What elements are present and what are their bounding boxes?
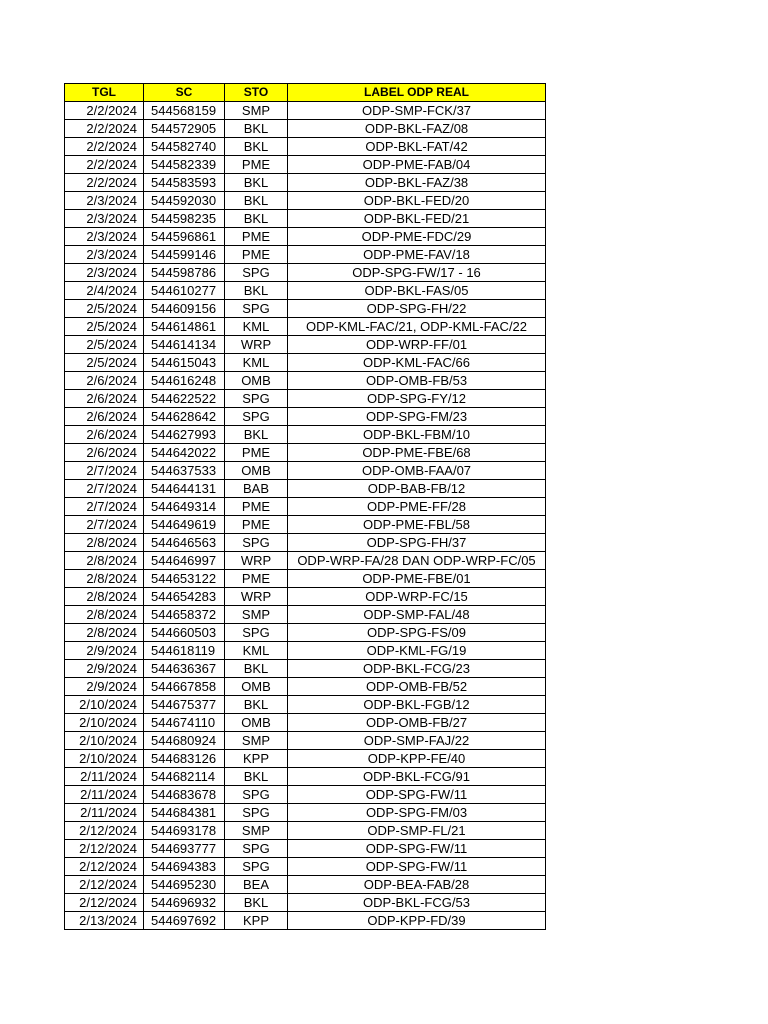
cell-tgl: 2/3/2024 xyxy=(65,210,144,228)
table-row xyxy=(65,624,546,642)
cell-tgl: 2/10/2024 xyxy=(65,714,144,732)
table-row xyxy=(65,498,546,516)
cell-sto: SPG xyxy=(225,624,288,642)
cell-sto: OMB xyxy=(225,372,288,390)
cell-sto: WRP xyxy=(225,588,288,606)
table-row xyxy=(65,120,546,138)
cell-label-odp: ODP-BKL-FED/21 xyxy=(288,210,546,228)
table-row xyxy=(65,210,546,228)
cell-sto: BKL xyxy=(225,138,288,156)
cell-label-odp: ODP-WRP-FC/15 xyxy=(288,588,546,606)
cell-sc: 544614134 xyxy=(144,336,225,354)
cell-sto: KPP xyxy=(225,750,288,768)
cell-tgl: 2/6/2024 xyxy=(65,444,144,462)
cell-sc: 544694383 xyxy=(144,858,225,876)
cell-sc: 544660503 xyxy=(144,624,225,642)
cell-sto: WRP xyxy=(225,552,288,570)
cell-sc: 544618119 xyxy=(144,642,225,660)
cell-tgl: 2/6/2024 xyxy=(65,426,144,444)
table-row xyxy=(65,642,546,660)
cell-sc: 544644131 xyxy=(144,480,225,498)
table-row xyxy=(65,606,546,624)
table-row xyxy=(65,750,546,768)
cell-tgl: 2/8/2024 xyxy=(65,624,144,642)
cell-sto: PME xyxy=(225,498,288,516)
table-row xyxy=(65,264,546,282)
cell-sto: BKL xyxy=(225,768,288,786)
cell-sc: 544636367 xyxy=(144,660,225,678)
cell-sc: 544693777 xyxy=(144,840,225,858)
table-row xyxy=(65,858,546,876)
cell-label-odp: ODP-SPG-FM/23 xyxy=(288,408,546,426)
cell-label-odp: ODP-SMP-FAJ/22 xyxy=(288,732,546,750)
table-row xyxy=(65,246,546,264)
cell-sc: 544582339 xyxy=(144,156,225,174)
cell-label-odp: ODP-KML-FAC/66 xyxy=(288,354,546,372)
cell-tgl: 2/12/2024 xyxy=(65,858,144,876)
table-row xyxy=(65,480,546,498)
cell-tgl: 2/9/2024 xyxy=(65,678,144,696)
cell-label-odp: ODP-PME-FAV/18 xyxy=(288,246,546,264)
table-header xyxy=(65,84,546,102)
cell-sto: BKL xyxy=(225,696,288,714)
cell-sto: BKL xyxy=(225,660,288,678)
table-row xyxy=(65,462,546,480)
cell-sto: BKL xyxy=(225,894,288,912)
cell-label-odp: ODP-SPG-FW/11 xyxy=(288,840,546,858)
cell-sc: 544695230 xyxy=(144,876,225,894)
cell-tgl: 2/5/2024 xyxy=(65,300,144,318)
cell-label-odp: ODP-KML-FG/19 xyxy=(288,642,546,660)
table-row xyxy=(65,300,546,318)
table-row xyxy=(65,894,546,912)
cell-sto: BAB xyxy=(225,480,288,498)
table-row xyxy=(65,876,546,894)
cell-label-odp: ODP-PME-FF/28 xyxy=(288,498,546,516)
cell-label-odp: ODP-PME-FBE/01 xyxy=(288,570,546,588)
cell-tgl: 2/2/2024 xyxy=(65,138,144,156)
cell-sto: SPG xyxy=(225,534,288,552)
cell-tgl: 2/3/2024 xyxy=(65,264,144,282)
cell-label-odp: ODP-BKL-FGB/12 xyxy=(288,696,546,714)
cell-tgl: 2/2/2024 xyxy=(65,120,144,138)
cell-sc: 544592030 xyxy=(144,192,225,210)
cell-tgl: 2/11/2024 xyxy=(65,804,144,822)
cell-tgl: 2/5/2024 xyxy=(65,336,144,354)
cell-tgl: 2/12/2024 xyxy=(65,840,144,858)
cell-label-odp: ODP-SPG-FY/12 xyxy=(288,390,546,408)
table-row xyxy=(65,696,546,714)
cell-label-odp: ODP-SMP-FAL/48 xyxy=(288,606,546,624)
cell-sto: SMP xyxy=(225,606,288,624)
table-row xyxy=(65,570,546,588)
table-row xyxy=(65,192,546,210)
cell-tgl: 2/2/2024 xyxy=(65,102,144,120)
table-row xyxy=(65,444,546,462)
cell-sc: 544696932 xyxy=(144,894,225,912)
cell-label-odp: ODP-PME-FBL/58 xyxy=(288,516,546,534)
cell-tgl: 2/6/2024 xyxy=(65,372,144,390)
cell-tgl: 2/10/2024 xyxy=(65,750,144,768)
cell-label-odp: ODP-KPP-FE/40 xyxy=(288,750,546,768)
header-cell-tgl: TGL xyxy=(65,84,144,102)
table-body xyxy=(65,102,546,930)
cell-tgl: 2/7/2024 xyxy=(65,462,144,480)
table-row xyxy=(65,822,546,840)
cell-label-odp: ODP-KPP-FD/39 xyxy=(288,912,546,930)
cell-sc: 544568159 xyxy=(144,102,225,120)
cell-label-odp: ODP-BKL-FCG/91 xyxy=(288,768,546,786)
cell-label-odp: ODP-OMB-FB/27 xyxy=(288,714,546,732)
cell-sto: KML xyxy=(225,318,288,336)
cell-sto: SMP xyxy=(225,822,288,840)
cell-sto: KPP xyxy=(225,912,288,930)
cell-tgl: 2/5/2024 xyxy=(65,354,144,372)
cell-sc: 544598235 xyxy=(144,210,225,228)
cell-sc: 544682114 xyxy=(144,768,225,786)
cell-sc: 544684381 xyxy=(144,804,225,822)
cell-sc: 544622522 xyxy=(144,390,225,408)
cell-tgl: 2/13/2024 xyxy=(65,912,144,930)
cell-sc: 544599146 xyxy=(144,246,225,264)
cell-sc: 544680924 xyxy=(144,732,225,750)
cell-sc: 544628642 xyxy=(144,408,225,426)
cell-label-odp: ODP-SPG-FM/03 xyxy=(288,804,546,822)
table-row xyxy=(65,516,546,534)
cell-tgl: 2/4/2024 xyxy=(65,282,144,300)
table-row xyxy=(65,534,546,552)
table-row xyxy=(65,354,546,372)
cell-label-odp: ODP-BKL-FCG/53 xyxy=(288,894,546,912)
cell-sto: SPG xyxy=(225,300,288,318)
cell-label-odp: ODP-SPG-FW/11 xyxy=(288,858,546,876)
cell-label-odp: ODP-BKL-FAZ/08 xyxy=(288,120,546,138)
cell-sto: OMB xyxy=(225,462,288,480)
cell-sc: 544667858 xyxy=(144,678,225,696)
cell-sc: 544583593 xyxy=(144,174,225,192)
cell-sto: SPG xyxy=(225,264,288,282)
cell-sc: 544683678 xyxy=(144,786,225,804)
cell-tgl: 2/3/2024 xyxy=(65,192,144,210)
cell-sto: SPG xyxy=(225,858,288,876)
cell-sc: 544614861 xyxy=(144,318,225,336)
cell-sto: SMP xyxy=(225,102,288,120)
cell-sc: 544646997 xyxy=(144,552,225,570)
cell-sto: KML xyxy=(225,642,288,660)
cell-label-odp: ODP-WRP-FA/28 DAN ODP-WRP-FC/05 xyxy=(288,552,546,570)
cell-label-odp: ODP-OMB-FB/53 xyxy=(288,372,546,390)
cell-sto: SPG xyxy=(225,840,288,858)
cell-sto: PME xyxy=(225,444,288,462)
cell-sc: 544683126 xyxy=(144,750,225,768)
cell-sto: SPG xyxy=(225,408,288,426)
cell-sc: 544646563 xyxy=(144,534,225,552)
table-row xyxy=(65,714,546,732)
cell-sto: KML xyxy=(225,354,288,372)
cell-sc: 544642022 xyxy=(144,444,225,462)
cell-tgl: 2/5/2024 xyxy=(65,318,144,336)
cell-tgl: 2/8/2024 xyxy=(65,606,144,624)
table-row xyxy=(65,336,546,354)
cell-sto: BKL xyxy=(225,210,288,228)
table-row xyxy=(65,552,546,570)
table-row xyxy=(65,786,546,804)
table-row xyxy=(65,678,546,696)
cell-sto: BKL xyxy=(225,192,288,210)
cell-tgl: 2/7/2024 xyxy=(65,480,144,498)
table-row xyxy=(65,588,546,606)
cell-tgl: 2/3/2024 xyxy=(65,228,144,246)
cell-sto: PME xyxy=(225,228,288,246)
cell-sc: 544654283 xyxy=(144,588,225,606)
cell-sc: 544649619 xyxy=(144,516,225,534)
table-row xyxy=(65,174,546,192)
cell-label-odp: ODP-BEA-FAB/28 xyxy=(288,876,546,894)
cell-sc: 544693178 xyxy=(144,822,225,840)
cell-sto: PME xyxy=(225,156,288,174)
cell-label-odp: ODP-SPG-FW/11 xyxy=(288,786,546,804)
cell-sc: 544637533 xyxy=(144,462,225,480)
cell-label-odp: ODP-WRP-FF/01 xyxy=(288,336,546,354)
cell-sto: PME xyxy=(225,246,288,264)
table-row xyxy=(65,768,546,786)
cell-label-odp: ODP-PME-FDC/29 xyxy=(288,228,546,246)
cell-sto: BKL xyxy=(225,120,288,138)
cell-sc: 544596861 xyxy=(144,228,225,246)
cell-sto: SMP xyxy=(225,732,288,750)
cell-tgl: 2/11/2024 xyxy=(65,786,144,804)
cell-label-odp: ODP-BKL-FCG/23 xyxy=(288,660,546,678)
cell-tgl: 2/7/2024 xyxy=(65,516,144,534)
cell-label-odp: ODP-SPG-FW/17 - 16 xyxy=(288,264,546,282)
cell-sc: 544609156 xyxy=(144,300,225,318)
cell-label-odp: ODP-SMP-FCK/37 xyxy=(288,102,546,120)
cell-label-odp: ODP-PME-FAB/04 xyxy=(288,156,546,174)
cell-tgl: 2/7/2024 xyxy=(65,498,144,516)
cell-label-odp: ODP-BKL-FAS/05 xyxy=(288,282,546,300)
cell-sc: 544653122 xyxy=(144,570,225,588)
cell-tgl: 2/6/2024 xyxy=(65,408,144,426)
cell-sc: 544658372 xyxy=(144,606,225,624)
cell-sto: SPG xyxy=(225,390,288,408)
cell-sto: BKL xyxy=(225,282,288,300)
cell-sto: PME xyxy=(225,570,288,588)
table-row xyxy=(65,156,546,174)
cell-sto: BEA xyxy=(225,876,288,894)
table-row xyxy=(65,228,546,246)
cell-sto: BKL xyxy=(225,174,288,192)
table-row xyxy=(65,408,546,426)
cell-sto: PME xyxy=(225,516,288,534)
cell-tgl: 2/10/2024 xyxy=(65,732,144,750)
cell-sto: OMB xyxy=(225,714,288,732)
cell-tgl: 2/6/2024 xyxy=(65,390,144,408)
header-cell-sto: STO xyxy=(225,84,288,102)
table-row xyxy=(65,372,546,390)
cell-label-odp: ODP-BKL-FBM/10 xyxy=(288,426,546,444)
table-row xyxy=(65,660,546,678)
cell-tgl: 2/12/2024 xyxy=(65,876,144,894)
cell-label-odp: ODP-SPG-FS/09 xyxy=(288,624,546,642)
table-row xyxy=(65,318,546,336)
cell-label-odp: ODP-SPG-FH/37 xyxy=(288,534,546,552)
cell-tgl: 2/9/2024 xyxy=(65,660,144,678)
cell-sc: 544598786 xyxy=(144,264,225,282)
cell-sc: 544572905 xyxy=(144,120,225,138)
cell-sc: 544616248 xyxy=(144,372,225,390)
header-cell-sc: SC xyxy=(144,84,225,102)
table-row xyxy=(65,102,546,120)
cell-tgl: 2/12/2024 xyxy=(65,894,144,912)
table-row xyxy=(65,138,546,156)
table-row xyxy=(65,282,546,300)
cell-tgl: 2/8/2024 xyxy=(65,570,144,588)
table-row xyxy=(65,390,546,408)
cell-sto: OMB xyxy=(225,678,288,696)
cell-sc: 544649314 xyxy=(144,498,225,516)
cell-sto: SPG xyxy=(225,804,288,822)
table-row xyxy=(65,732,546,750)
odp-data-table xyxy=(64,83,546,930)
cell-label-odp: ODP-BAB-FB/12 xyxy=(288,480,546,498)
cell-label-odp: ODP-BKL-FED/20 xyxy=(288,192,546,210)
header-cell-label-odp-real: LABEL ODP REAL xyxy=(288,84,546,102)
table-row xyxy=(65,912,546,930)
cell-tgl: 2/2/2024 xyxy=(65,156,144,174)
cell-sc: 544674110 xyxy=(144,714,225,732)
cell-tgl: 2/12/2024 xyxy=(65,822,144,840)
cell-label-odp: ODP-KML-FAC/21, ODP-KML-FAC/22 xyxy=(288,318,546,336)
cell-tgl: 2/3/2024 xyxy=(65,246,144,264)
cell-tgl: 2/11/2024 xyxy=(65,768,144,786)
cell-label-odp: ODP-SPG-FH/22 xyxy=(288,300,546,318)
cell-sc: 544615043 xyxy=(144,354,225,372)
cell-label-odp: ODP-OMB-FB/52 xyxy=(288,678,546,696)
cell-tgl: 2/9/2024 xyxy=(65,642,144,660)
table-row xyxy=(65,804,546,822)
cell-sc: 544582740 xyxy=(144,138,225,156)
cell-sto: WRP xyxy=(225,336,288,354)
cell-tgl: 2/10/2024 xyxy=(65,696,144,714)
cell-sc: 544675377 xyxy=(144,696,225,714)
cell-label-odp: ODP-SMP-FL/21 xyxy=(288,822,546,840)
cell-sc: 544697692 xyxy=(144,912,225,930)
cell-label-odp: ODP-OMB-FAA/07 xyxy=(288,462,546,480)
cell-sto: SPG xyxy=(225,786,288,804)
header-row xyxy=(65,84,546,102)
cell-label-odp: ODP-BKL-FAZ/38 xyxy=(288,174,546,192)
cell-label-odp: ODP-BKL-FAT/42 xyxy=(288,138,546,156)
table-row xyxy=(65,840,546,858)
cell-tgl: 2/2/2024 xyxy=(65,174,144,192)
table-row xyxy=(65,426,546,444)
cell-tgl: 2/8/2024 xyxy=(65,588,144,606)
cell-label-odp: ODP-PME-FBE/68 xyxy=(288,444,546,462)
cell-sc: 544610277 xyxy=(144,282,225,300)
cell-tgl: 2/8/2024 xyxy=(65,534,144,552)
cell-tgl: 2/8/2024 xyxy=(65,552,144,570)
cell-sto: BKL xyxy=(225,426,288,444)
cell-sc: 544627993 xyxy=(144,426,225,444)
